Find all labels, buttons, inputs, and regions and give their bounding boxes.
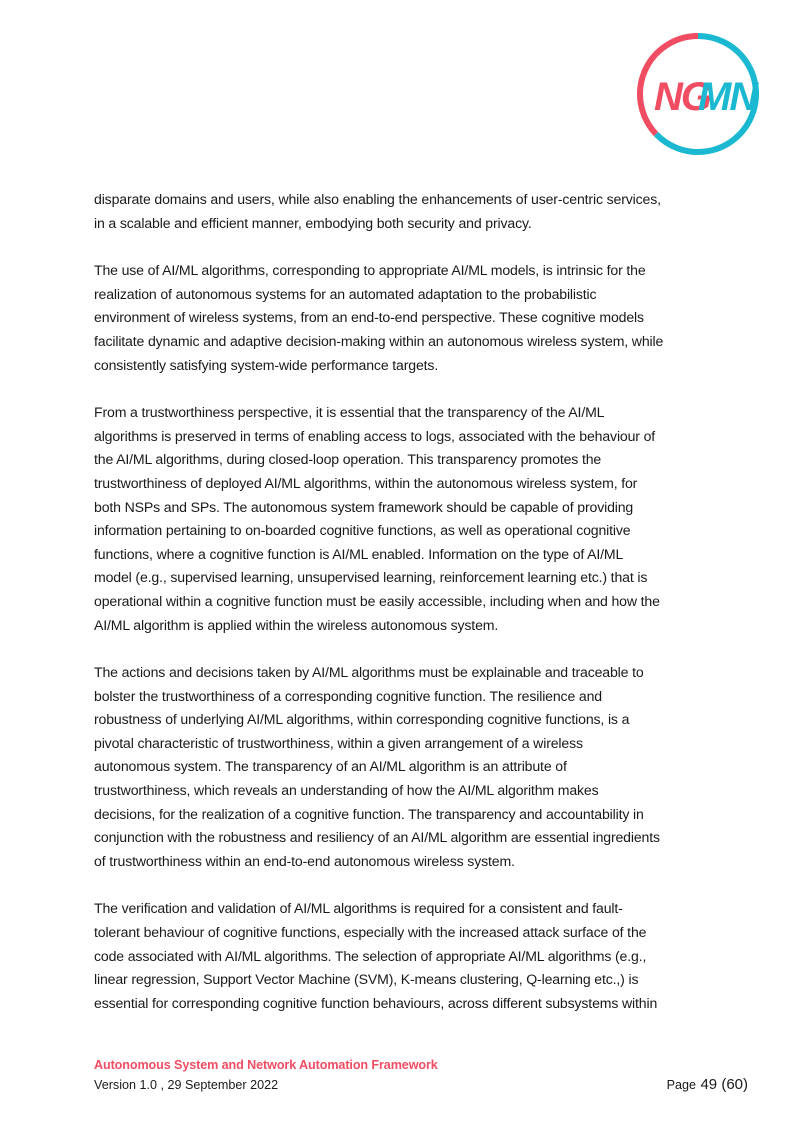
footer-document-title: Autonomous System and Network Automation Framework	[94, 1058, 438, 1072]
footer-page-number	[667, 1076, 748, 1094]
paragraph: The verification and validation of AI/ML algorithms is required for a consistent and fault- tolerant behaviour of cognitive functions, especially with the increased attack surface of the code associated with AI/ML algorithms. The selection of appropriate AI/ML algorithms (e.g., linear regression, Support Vector Machine (SVM), K-means clustering, Q-learning etc.,) is essential for corresponding cognitive function behaviours, across different subsystems within	[94, 900, 658, 1011]
paragraph: The use of AI/ML algorithms, corresponding to appropriate AI/ML models, is intrinsic for the realization of autonomous systems for an automated adaptation to the probabilistic environment of wireless systems, from an end-to-end perspective. These cognitive models facilitate dynamic and adaptive decision-making within an autonomous wireless system, while consistently satisfying system-wide performance targets.	[94, 262, 664, 373]
page-number: 49 (60)	[700, 1076, 748, 1093]
paragraph: The actions and decisions taken by AI/ML algorithms must be explainable and traceable to bolster the trustworthiness of a corresponding cognitive function. The resilience and robustness of underlying AI/ML algorithms, within corresponding cognitive functions, is a pivotal characteristic of trustworthiness, within a given arrangement of a wireless autonomous system. The transparency of an AI/ML algorithm is an attribute of trustworthiness, which reveals an understanding of how the AI/ML algorithm makes decisions, for the realization of a cognitive function. The transparency and accountability in conjunction with the robustness and resiliency of an AI/ML algorithm are essential ingredients of trustworthiness within an end-to-end autonomous wireless system.	[94, 664, 660, 869]
page-label: Page	[666, 1078, 697, 1092]
footer-version: Version 1.0 , 29 September 2022	[94, 1078, 279, 1092]
ngmn-logo	[634, 30, 762, 158]
body-content	[94, 188, 726, 1039]
ngmn-logo-graphic	[634, 30, 762, 158]
paragraph: disparate domains and users, while also enabling the enhancements of user-centric services, in a scalable and efficient manner, embodying both security and privacy.	[94, 191, 661, 231]
logo-text-mn: MN	[698, 75, 757, 119]
logo-text-ng: NG	[654, 75, 710, 119]
paragraph: From a trustworthiness perspective, it is essential that the transparency of the AI/ML algorithms is preserved in terms of enabling access to logs, associated with the behaviour of the AI/ML algorithms, during closed-loop operation. This transparency promotes the trustworthiness of deployed AI/ML algorithms, within the autonomous wireless system, for both NSPs and SPs. The autonomous system framework should be capable of providing information pertaining to on-boarded cognitive functions, as well as operational cognitive functions, where a cognitive function is AI/ML enabled. Information on the type of AI/ML model (e.g., supervised learning, unsupervised learning, reinforcement learning etc.) that is operational within a cognitive function must be easily accessible, including when and how the AI/ML algorithm is applied within the wireless autonomous system.	[94, 404, 660, 633]
